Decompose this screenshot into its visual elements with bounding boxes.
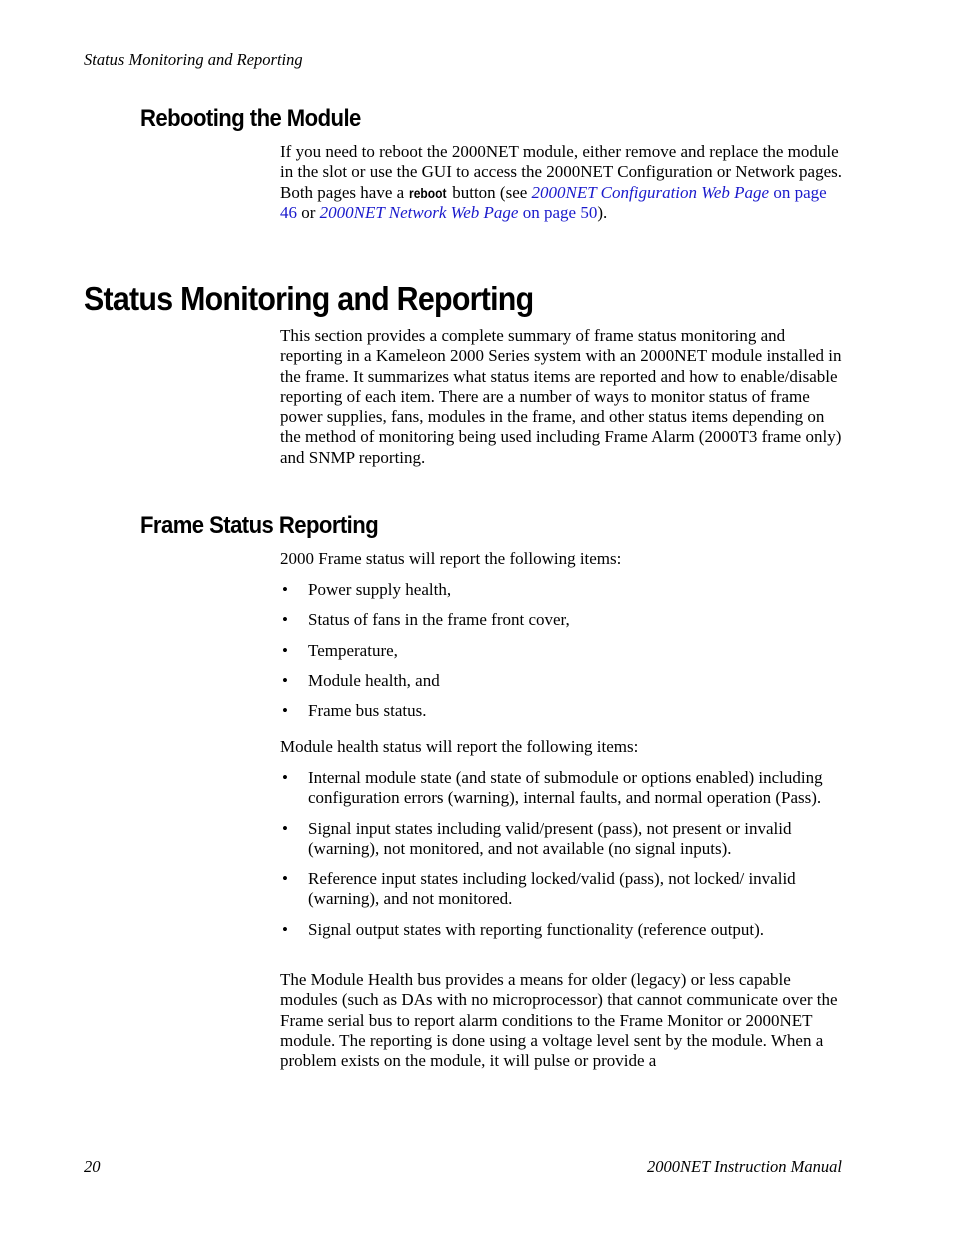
running-header: Status Monitoring and Reporting — [84, 50, 303, 69]
network-page-link[interactable]: 2000NET Network Web Page — [319, 202, 519, 222]
status-intro-paragraph: This section provides a complete summary of frame status monitoring and reporting in a Kameleon 2000 Series system with an 2000NET module installed in the frame. It summarizes what status items are reported and how to enable/disable reporting of each item. There are a number of ways to monitor status of frame power supplies, fans, modules in the frame, and other status items depending on the method of monitoring being used including Frame Alarm (2000T3 frame only) and SNMP reporting. — [280, 326, 842, 467]
rebooting-heading: Rebooting the Module — [140, 105, 361, 132]
config-page-link[interactable]: 2000NET Configuration Web Page — [531, 182, 770, 202]
list-item: • Status of fans in the frame front cover, — [280, 610, 842, 630]
list-item: • Signal output states with reporting functionality (reference output). — [280, 920, 842, 940]
rebooting-text-1: If you need to reboot the 2000NET module, either remove and replace the module in the slot or use the GUI to access the 2000NET Configuration or Network pages. Both pages have a — [280, 142, 842, 202]
module-health-bus-paragraph: The Module Health bus provides a means for older (legacy) or less capable modules (such as DAs with no microprocessor) that cannot communicate over the Frame serial bus to report alarm conditions to the Frame Monitor or 2000NET module. The reporting is done using a voltage level sent by the module. When a problem exists on the module, it will pulse or provide a — [280, 970, 838, 1071]
frame-status-lead: 2000 Frame status will report the following items: — [280, 549, 622, 568]
config-page-number-link[interactable]: on page 46 — [280, 182, 827, 222]
page-number: 20 — [84, 1157, 101, 1176]
status-section-heading: Status Monitoring and Reporting — [84, 280, 534, 317]
rebooting-text-3: or — [297, 202, 320, 222]
list-item: • Power supply health, — [280, 580, 842, 600]
list-item: • Module health, and — [280, 671, 842, 691]
list-item: • Internal module state (and state of submodule or options enabled) including configuration errors (warning), internal faults, and normal operation (Pass). — [280, 768, 842, 809]
list-item: • Temperature, — [280, 641, 842, 661]
frame-status-heading: Frame Status Reporting — [140, 512, 379, 539]
rebooting-paragraph — [280, 142, 842, 223]
rebooting-text-2: button (see — [447, 182, 532, 202]
list-item: • Signal input states including valid/present (pass), not present or invalid (warning), not monitored, and not available (no signal inputs). — [280, 819, 842, 860]
network-page-number-link[interactable]: on page 50 — [522, 202, 598, 222]
frame-status-list — [280, 580, 842, 721]
rebooting-text-4: ). — [597, 202, 608, 222]
list-item: • Frame bus status. — [280, 701, 842, 721]
manual-title: 2000NET Instruction Manual — [647, 1157, 842, 1176]
reboot-button-label: reboot — [409, 184, 447, 201]
module-health-lead: Module health status will report the following items: — [280, 737, 639, 756]
list-item: • Reference input states including locked/valid (pass), not locked/ invalid (warning), and not monitored. — [280, 869, 842, 910]
module-health-list — [280, 768, 842, 940]
